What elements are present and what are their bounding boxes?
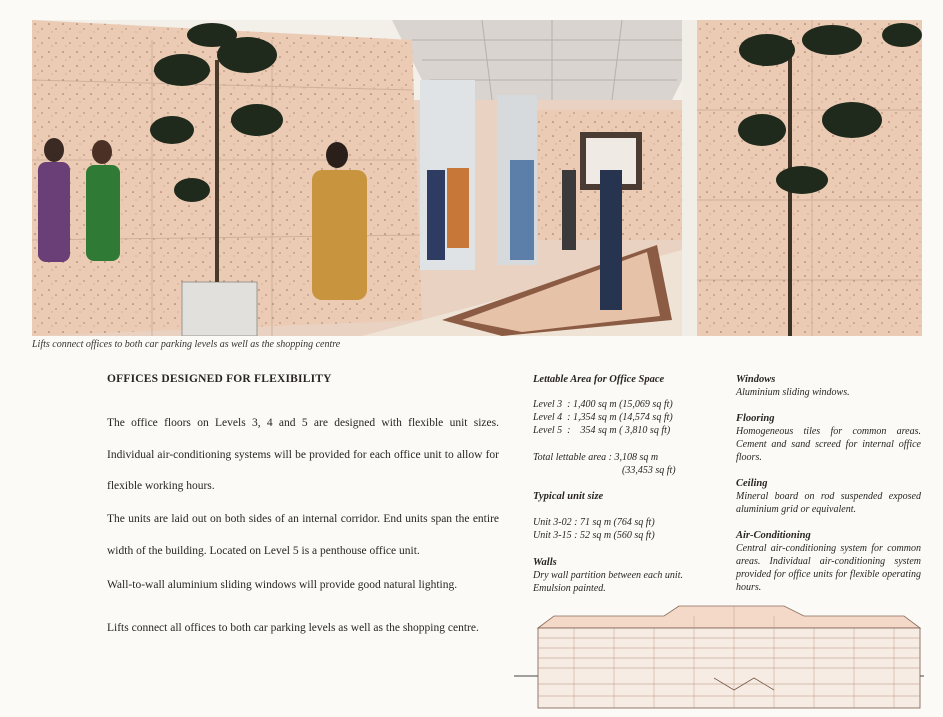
windows-title: Windows — [736, 374, 776, 385]
lettable-row-level3: Level 3 : 1,400 sq m (15,069 sq ft) — [533, 399, 673, 410]
ceiling-text: Mineral board on rod suspended exposed aluminium grid or equivalent. — [736, 491, 921, 515]
flooring-text: Homogeneous tiles for common areas. Cement and sand screed for internal office floors. — [736, 426, 921, 463]
building-section-svg — [514, 600, 924, 712]
paragraph-3: Wall-to-wall aluminium sliding windows will provide good natural lighting. — [107, 579, 458, 591]
lettable-row-level5: Level 5 : 354 sq m ( 3,810 sq ft) — [533, 425, 671, 436]
unit-row-2: Unit 3-15 : 52 sq m (560 sq ft) — [533, 530, 655, 541]
illustration-caption: Lifts connect offices to both car parking levels as well as the shopping centre — [32, 339, 341, 350]
section-heading: OFFICES DESIGNED FOR FLEXIBILITY — [107, 373, 332, 385]
paragraph-1: The office floors on Levels 3, 4 and 5 are designed with flexible unit sizes. Individual air-conditioning systems will be provided for each office unit to allow for flexible working hours. — [107, 417, 499, 492]
total-lettable-area-sqft: (33,453 sq ft) — [622, 465, 676, 476]
lettable-area-title: Lettable Area for Office Space — [533, 374, 665, 385]
lettable-row-level4: Level 4 : 1,354 sq m (14,574 sq ft) — [533, 412, 673, 423]
walls-text: Dry wall partition between each unit. Emulsion painted. — [533, 570, 683, 594]
walls-title: Walls — [533, 557, 557, 568]
lobby-illustration — [32, 20, 922, 336]
paragraph-4: Lifts connect all offices to both car parking levels as well as the shopping centre. — [107, 622, 479, 634]
windows-text: Aluminium sliding windows. — [736, 387, 850, 398]
building-section-drawing — [514, 600, 924, 712]
aircon-text: Central air-conditioning system for common areas. Individual air-conditioning system provided for office units for flexible operating hours. — [736, 543, 921, 593]
ceiling-title: Ceiling — [736, 478, 768, 489]
aircon-title: Air-Conditioning — [736, 530, 811, 541]
unit-size-title: Typical unit size — [533, 491, 604, 502]
total-lettable-area: Total lettable area : 3,108 sq m — [533, 452, 659, 463]
unit-row-1: Unit 3-02 : 71 sq m (764 sq ft) — [533, 517, 655, 528]
flooring-title: Flooring — [736, 413, 775, 424]
lobby-drawing — [32, 20, 922, 336]
paragraph-2: The units are laid out on both sides of an internal corridor. End units span the entire width of the building. Located on Level 5 is a penthouse office unit. — [107, 513, 499, 557]
